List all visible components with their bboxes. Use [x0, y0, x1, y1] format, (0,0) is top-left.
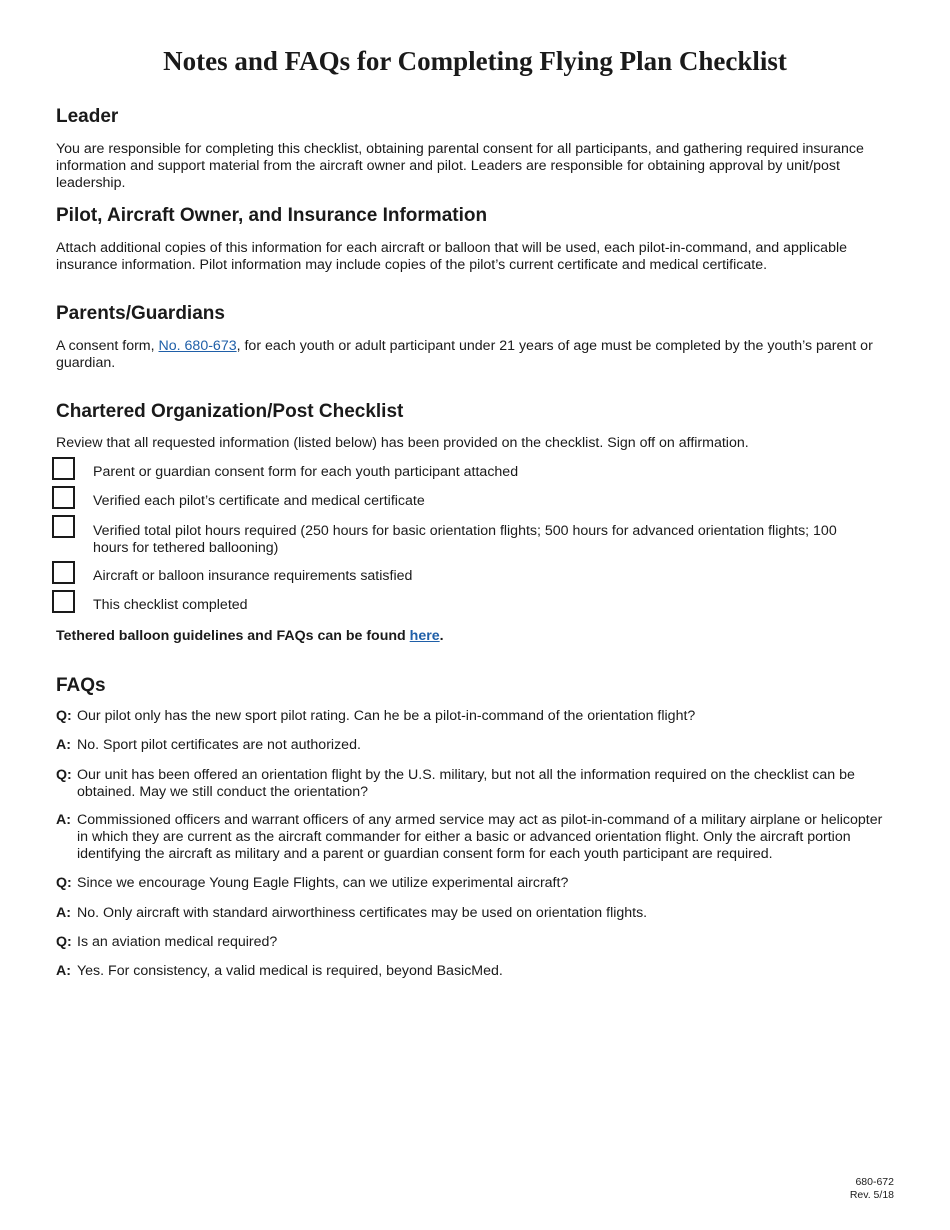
- pilot-heading: Pilot, Aircraft Owner, and Insurance Information: [56, 205, 488, 226]
- checkbox-pilot-hours[interactable]: [52, 515, 75, 538]
- q-label: Q:: [56, 708, 72, 724]
- pilot-text: Attach additional copies of this information for each aircraft or balloon that will be used, each pilot-in-command, and applicable insurance information. Pilot information may include copies of the pilot’s current certificate and medical certificate.: [56, 240, 848, 273]
- tethered-here-link[interactable]: here: [409, 628, 440, 644]
- faq-question-text: Our unit has been offered an orientation flight by the U.S. military, but not all the information required on the checklist can be obtained. May we still conduct the orientation?: [77, 767, 855, 800]
- faq-question-text: Since we encourage Young Eagle Flights, can we utilize experimental aircraft?: [77, 875, 569, 891]
- faq-answer-text: Yes. For consistency, a valid medical is required, beyond BasicMed.: [77, 963, 503, 979]
- a-label: A:: [56, 905, 71, 921]
- q-label: Q:: [56, 767, 72, 783]
- faq-answer-text: No. Only aircraft with standard airworthiness certificates may be used on orientation flights.: [77, 905, 648, 921]
- parents-text-before: A consent form,: [56, 338, 159, 354]
- faq-question-1: [56, 708, 896, 725]
- leader-heading: Leader: [56, 106, 119, 127]
- checklist-item-certificate: Verified each pilot’s certificate and medical certificate: [93, 493, 425, 509]
- faq-question-text: Is an aviation medical required?: [77, 934, 278, 950]
- a-label: A:: [56, 737, 71, 753]
- parents-text: [56, 338, 896, 372]
- page-title: Notes and FAQs for Completing Flying Plan Checklist: [163, 46, 787, 76]
- faq-answer-2: [56, 812, 896, 863]
- faq-answer-text: Commissioned officers and warrant officers of any armed service may act as pilot-in-command of a military airplane or helicopter in which they are current as the aircraft commander for either a basic or advanced orientation flight. Only the aircraft portion identifying the aircraft as military and a parent or guardian consent form for each youth participant are required.: [77, 812, 883, 862]
- faq-answer-1: [56, 737, 896, 754]
- checklist-item-consent: Parent or guardian consent form for each youth participant attached: [93, 464, 519, 480]
- tethered-note: [56, 628, 896, 645]
- checkbox-pilot-certificate[interactable]: [52, 486, 75, 509]
- leader-text: You are responsible for completing this checklist, obtaining parental consent for all participants, and gathering required insurance information and support material from the aircraft owner and pilot. Leaders are responsible for obtaining approval by unit/post leadership.: [56, 141, 864, 191]
- tethered-text: Tethered balloon guidelines and FAQs can be found: [56, 628, 410, 644]
- faq-answer-text: No. Sport pilot certificates are not authorized.: [77, 737, 361, 753]
- tethered-end: .: [439, 628, 444, 644]
- chartered-heading: Chartered Organization/Post Checklist: [56, 401, 404, 422]
- faq-answer-3: [56, 905, 896, 922]
- consent-form-link[interactable]: No. 680-673: [158, 338, 237, 354]
- checklist-item-hours: Verified total pilot hours required (250 hours for basic orientation flights; 500 hours for advanced orientation flights; 100 hours for tethered ballooning): [93, 523, 837, 556]
- a-label: A:: [56, 963, 71, 979]
- q-label: Q:: [56, 875, 72, 891]
- q-label: Q:: [56, 934, 72, 950]
- a-label: A:: [56, 812, 71, 828]
- checkbox-insurance[interactable]: [52, 561, 75, 584]
- faq-question-3: [56, 875, 896, 892]
- checkbox-checklist-completed[interactable]: [52, 590, 75, 613]
- checklist-item-completed: This checklist completed: [93, 597, 248, 613]
- faq-answer-4: [56, 963, 896, 980]
- form-number: 680-672: [855, 1176, 894, 1188]
- faqs-heading: FAQs: [56, 675, 106, 696]
- revision-date: Rev. 5/18: [849, 1189, 894, 1201]
- checkbox-consent-form[interactable]: [52, 457, 75, 480]
- checklist-item-insurance: Aircraft or balloon insurance requirements satisfied: [93, 568, 413, 584]
- document-meta: [850, 1176, 894, 1202]
- faq-question-4: [56, 934, 896, 951]
- faq-question-text: Our pilot only has the new sport pilot rating. Can he be a pilot-in-command of the orientation flight?: [77, 708, 696, 724]
- parents-heading: Parents/Guardians: [56, 303, 225, 324]
- parents-text-after: , for each youth or adult participant under 21 years of age must be completed by the youth’s parent or guardian.: [56, 338, 873, 371]
- chartered-intro: Review that all requested information (listed below) has been provided on the checklist. Sign off on affirmation.: [56, 435, 749, 451]
- faq-question-2: [56, 767, 896, 801]
